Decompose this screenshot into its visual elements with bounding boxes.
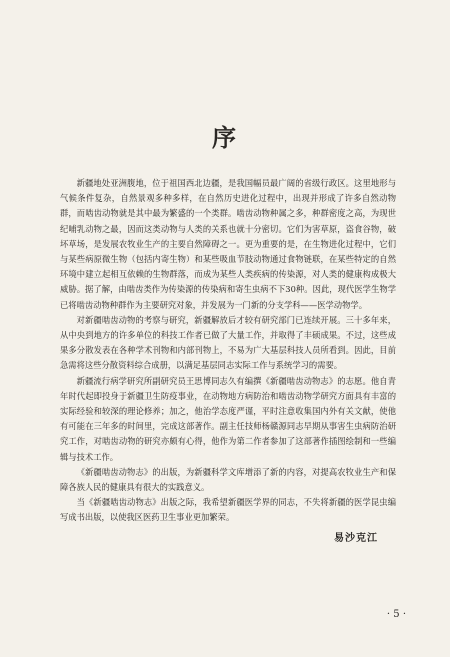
- author-signature: 易沙克江: [334, 533, 378, 544]
- page-title: 序: [212, 123, 238, 152]
- page-number: · 5 ·: [386, 609, 406, 620]
- paragraph: 新疆流行病学研究所副研究员王思博同志久有编撰《新疆啮齿动物志》的志愿。他自青年时代起即投身于新疆卫生防疫事业，在动物地方病防治和啮齿动物学研究方面具有丰富的实际经验和较深的理论修养；加之，他治学态度严谨，平时注意收集国内外有关文献，使他有可能在三年多的时间里，完成这部著作。副主任技师杨赣源同志早期从事害生虫病防治研究工作，对啮齿动物的研究亦颇有心得，他作为第二作者参加了这部著作插图绘制和一些编辑与技术工作。: [60, 375, 396, 462]
- paragraph: 新疆地处亚洲腹地，位于祖国西北边疆，是我国幅员最广阔的省级行政区。这里地形与气候条件复杂，自然景观多种多样，在自然历史进化过程中，出现并形成了许多自然动物群，而啮齿动物就是其中最为繁盛的一个类群。啮齿动物种属之多，种群密度之高，为现世纪哺乳动物之最，因而这类动物与人类的关系也就十分密切。它们为害草原，盗食谷物，破坏草场，是发展农牧业生产的主要自然障碍之一。更为重要的是，在生物进化过程中，它们与某些病原微生物（包括内寄生物）和某些吸血节肢动物通过食物链联，在某些特定的自然环境中建立起相互依赖的生物群落，而成为某些人类疾病的传染源，对人类的健康构成极大威胁。据了解，由啮齿类作为传染源的传染病和寄生虫病不下30种。因此，现代医学生物学已将啮齿动物种群作为主要研究对象，并发展为一门新的分支学科——医学动物学。: [60, 178, 396, 310]
- paragraph: 对新疆啮齿动物的考察与研究，新疆解放后才较有研究部门已连续开展。三十多年来，从中央到地方的许多单位的科技工作者已做了大量工作，并取得了丰硕成果。不过，这些成果多分散发表在各种学术刊物和内部刊物上，不易为广大基层科技人员所看到。因此，目前急需将这些分散资料综合成册，以满足基层同志实际工作与系统学习的需要。: [60, 314, 396, 371]
- paragraph: 《新疆啮齿动物志》的出版，为新疆科学文库增添了新的内容，对提高农牧业生产和保障各族人民的健康具有很大的实践意义。: [60, 466, 396, 493]
- paragraph: 当《新疆啮齿动物志》出版之际，我希望新疆医学界的同志，不失将新疆的医学昆虫编写成书出版，以使我区医药卫生事业更加繁荣。: [60, 497, 396, 523]
- preface-body: [60, 176, 396, 526]
